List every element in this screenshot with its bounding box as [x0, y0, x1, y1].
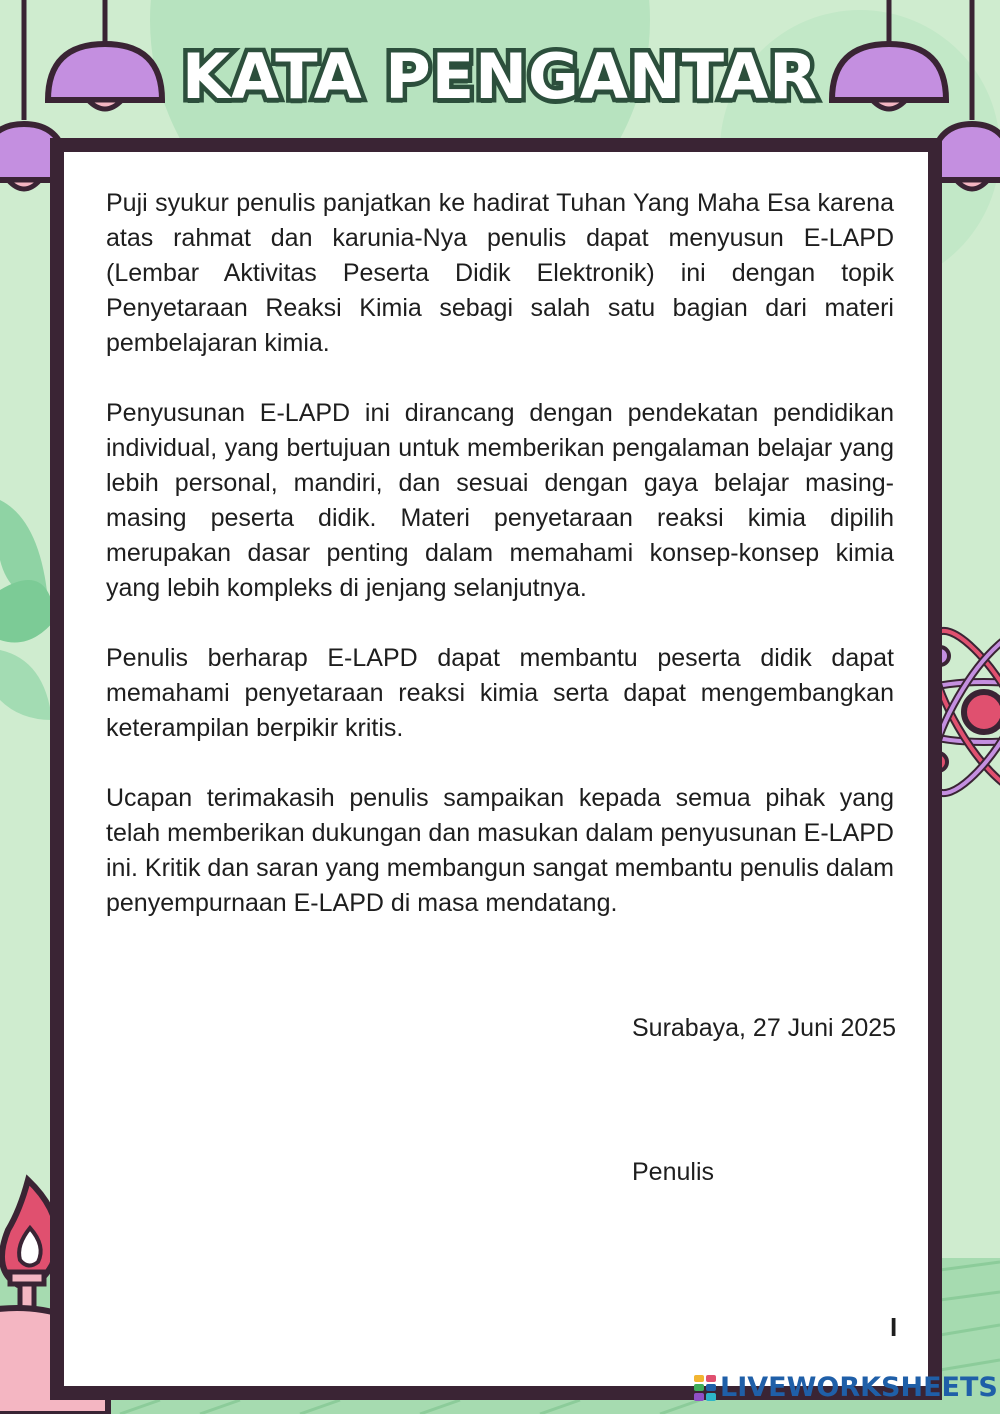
paragraph: Puji syukur penulis panjatkan ke hadirat Tuhan Yang Maha Esa karena atas rahmat dan karunia-Nya penulis dapat menyusun E-LAPD (Lembar Aktivitas Peserta Didik Elektronik) ini dengan topik Penyetaraan Reaksi Kimia sebagi salah satu bagian dari materi pembelajaran kimia. [106, 189, 894, 357]
leaf-icon [0, 500, 55, 720]
document-body [106, 186, 894, 956]
page-number: I [890, 1312, 898, 1342]
paragraph: Penyusunan E-LAPD ini dirancang dengan pendekatan pendidikan individual, yang bertujuan untuk memberikan pengalaman belajar yang lebih personal, mandiri, dan sesuai dengan gaya belajar masing-masing peserta didik. Materi penyetaraan reaksi kimia dipilih merupakan dasar penting dalam memahami konsep-konsep kimia yang lebih kompleks di jenjang selanjutnya. [106, 399, 894, 602]
signature-name: Penulis [632, 1158, 714, 1186]
page-title: KATA PENGANTAR [182, 40, 818, 113]
signature-place-date: Surabaya, 27 Juni 2025 [632, 1014, 897, 1042]
paragraph: Ucapan terimakasih penulis sampaikan kepada semua pihak yang telah memberikan dukungan dan masukan dalam penyusunan E-LAPD ini. Kritik dan saran yang membangun sangat membantu penulis dalam penyempurnaan E-LAPD di masa mendatang. [106, 784, 894, 917]
liveworksheets-logo-icon [694, 1375, 716, 1401]
watermark[interactable] [694, 1372, 998, 1403]
watermark-text: LIVEWORKSHEETS [720, 1372, 998, 1403]
paragraph: Penulis berharap E-LAPD dapat membantu peserta didik dapat memahami penyetaraan reaksi kimia serta dapat mengembangkan keterampilan berpikir kritis. [106, 644, 894, 742]
